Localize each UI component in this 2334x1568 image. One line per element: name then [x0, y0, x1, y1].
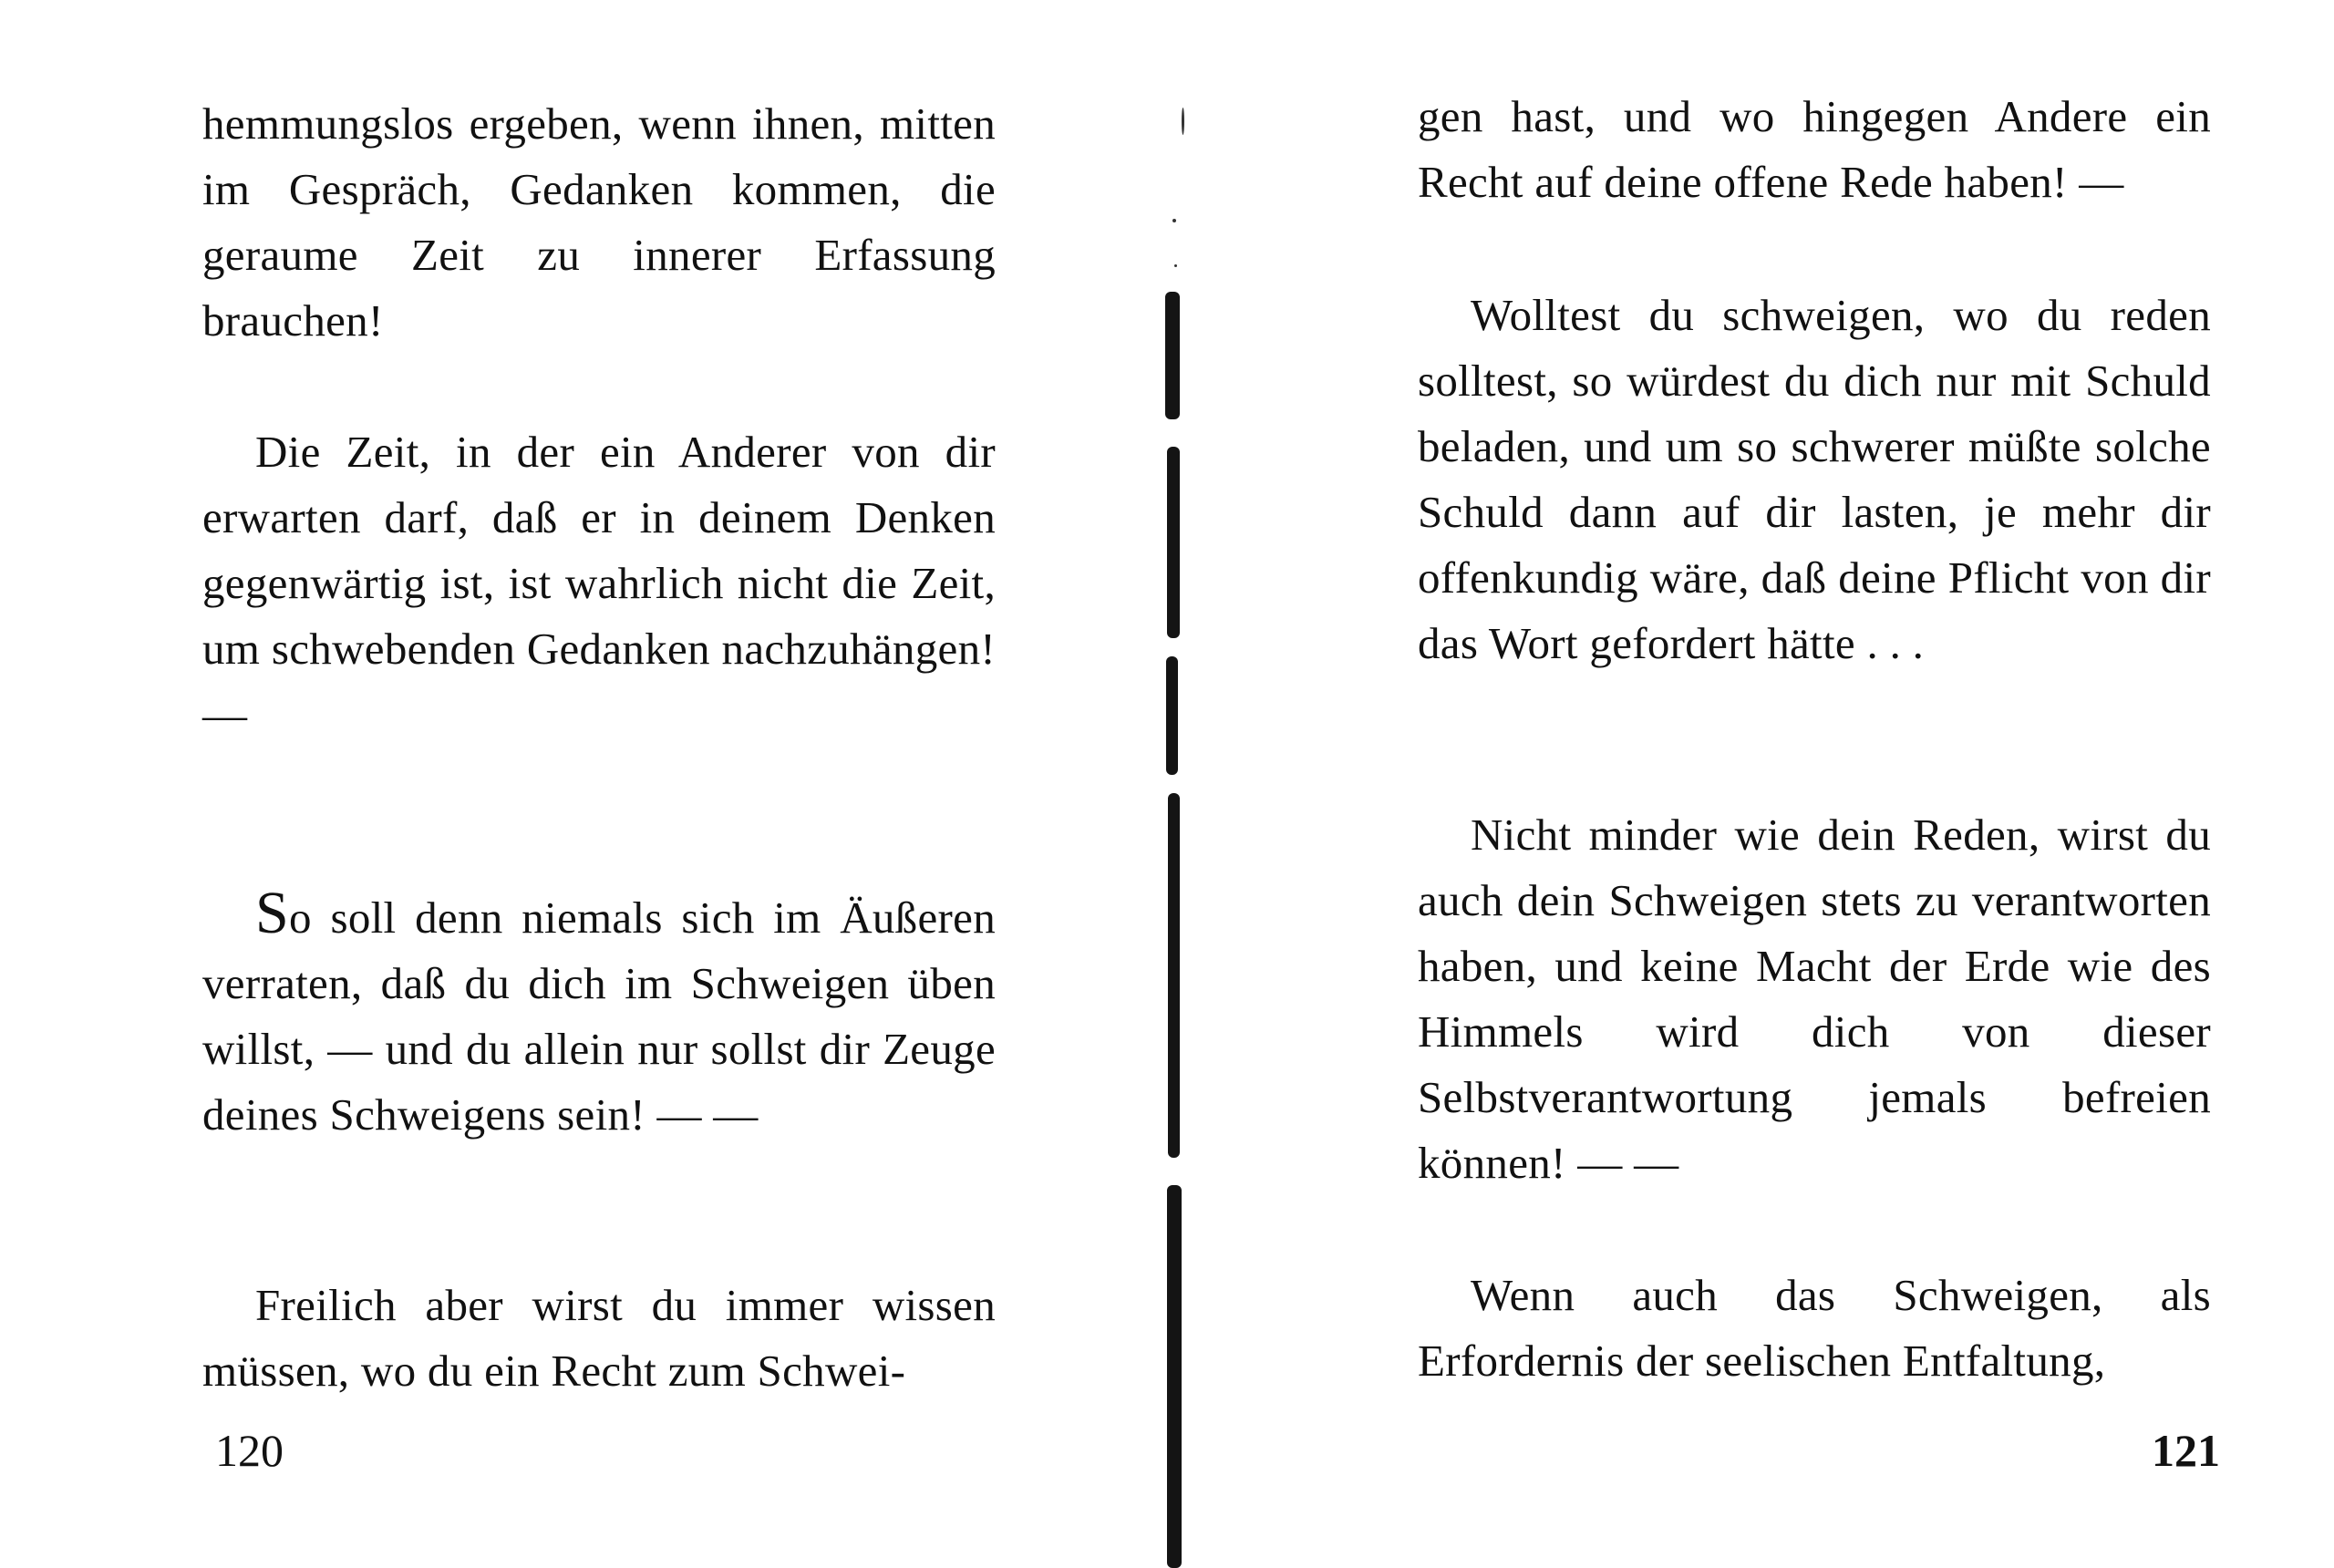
drop-initial: S — [255, 880, 290, 946]
page-number-left: 120 — [215, 1425, 284, 1476]
right-paragraph-3-block — [1418, 802, 2211, 1196]
gutter-speck — [1182, 108, 1184, 135]
gutter-shadow-segment — [1167, 447, 1180, 638]
left-paragraph-1: hemmungslos ergeben, wenn ihnen, mitten im Gespräch, Gedanken kommen, die geraume Zeit zu innerer Erfassung brauchen! — [202, 98, 996, 346]
page-number-right: 121 — [2152, 1425, 2220, 1476]
gutter-shadow-segment — [1166, 656, 1178, 775]
left-paragraph-2: Die Zeit, in der ein Anderer von dir erwarten darf, daß er in deinem Denken gegenwärtig ist, ist wahrlich nicht die Zeit, um schwebenden Gedanken nachzuhängen! — — [202, 427, 996, 739]
left-paragraph-3 — [202, 881, 996, 1148]
gutter-shadow-segment — [1165, 292, 1180, 419]
right-paragraph-1: gen hast, und wo hingegen Andere ein Recht auf deine offene Rede haben! — — [1418, 91, 2211, 207]
right-paragraph-4-block — [1418, 1263, 2211, 1394]
right-paragraph-3: Nicht minder wie dein Reden, wirst du auch dein Schweigen stets zu verantworten haben, und keine Macht der Erde wie des Himmels wird dich von dieser Selbstverantwortung jemals befreien können! — — — [1418, 810, 2211, 1188]
gutter-speck — [1172, 219, 1176, 222]
left-paragraph-3-block — [202, 881, 996, 1148]
right-paragraph-4: Wenn auch das Schweigen, als Erfordernis der seelischen Entfaltung, — [1418, 1270, 2211, 1386]
left-paragraph-4: Freilich aber wirst du immer wissen müssen, wo du ein Recht zum Schwei- — [202, 1280, 996, 1396]
left-paragraph-3-text: o soll denn niemals sich im Äußeren verraten, daß du dich im Schweigen üben willst, — und du allein nur sollst dir Zeuge deines Schweigens sein! — — — [202, 892, 996, 1140]
gutter-shadow-segment — [1168, 793, 1180, 1158]
gutter-shadow-segment — [1167, 1185, 1182, 1568]
left-paragraph-1-block — [202, 91, 996, 354]
gutter-speck — [1174, 264, 1177, 267]
right-paragraph-2-block — [1418, 283, 2211, 676]
right-paragraph-2: Wolltest du schweigen, wo du reden solltest, so würdest du dich nur mit Schuld beladen, und um so schwerer müßte solche Schuld dann auf dir lasten, je mehr dir offenkundig wäre, daß deine Pflicht von dir das Wort gefordert hätte . . . — [1418, 290, 2211, 668]
right-page — [1203, 0, 2334, 1568]
left-paragraph-4-block — [202, 1273, 996, 1404]
left-page — [0, 0, 1131, 1568]
left-paragraph-2-block — [202, 419, 996, 748]
right-paragraph-1-block — [1418, 84, 2211, 215]
